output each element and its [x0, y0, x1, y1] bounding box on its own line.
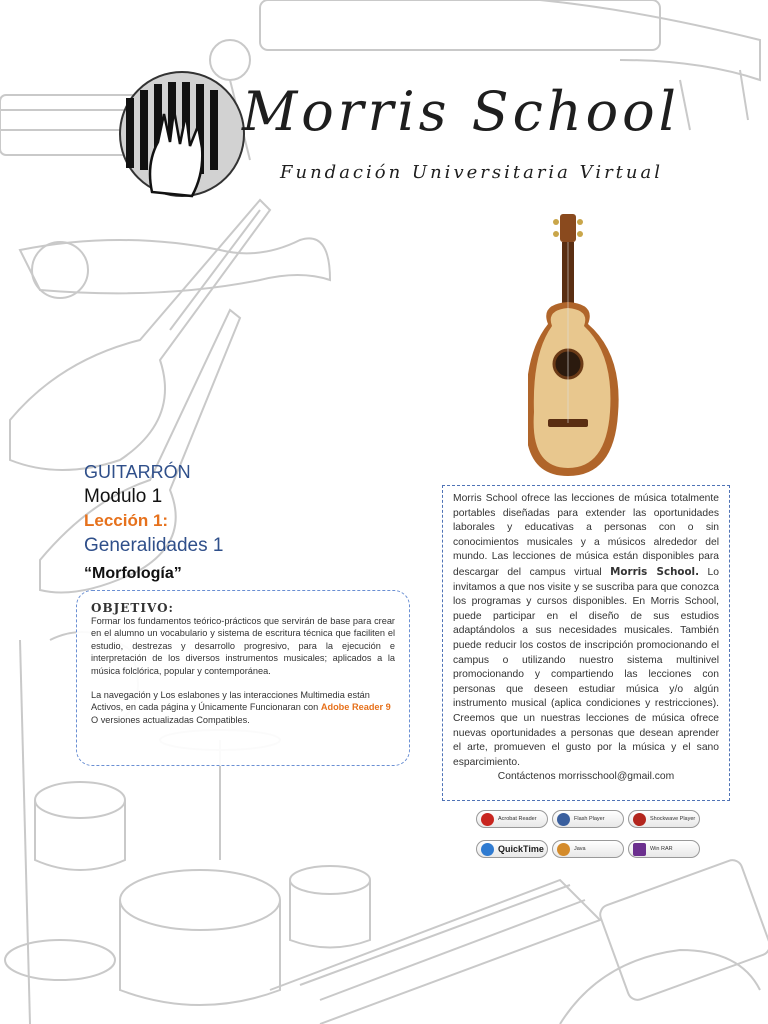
objective-heading: OBJETIVO:	[91, 601, 174, 615]
plugin-label: Shockwave Player	[650, 816, 696, 822]
info-school-name: Morris School.	[610, 565, 699, 578]
navigation-note-end: O versiones actualizadas Compatibles.	[91, 714, 250, 725]
objective-box	[76, 590, 410, 766]
info-text-part1: Morris School ofrece las lecciones de música totalmente portables diseñadas para extender las oportunidades laborales y educativas a personas con o sin conocimientos musicales y a músicos alrededor del mundo. Las lecciones de música están disponibles para descargar del campus virtual	[453, 493, 719, 578]
shockwave-player-button[interactable]	[628, 810, 700, 828]
contact-email[interactable]: Contáctenos morrisschool@gmail.com	[497, 771, 675, 783]
module-title: Modulo 1	[84, 486, 163, 507]
topic-title: Generalidades 1	[84, 535, 224, 556]
winrar-button[interactable]	[628, 840, 700, 858]
plugin-links	[472, 808, 702, 864]
plugin-label: Flash Player	[574, 816, 605, 822]
info-text-part2: Lo invitamos a que nos visite y se suscriba para que conozca los programas y cursos disponibles. En Morris School, puede participar en el diseño de sus estudios adaptándolos a sus necesidades musicales. También puede reducir los costos de inscripción promocionando el campus o utilizando nuestro sistema multinivel promocionando y compartiendo las lecciones con personas que deseen estudiar música y/o algún instrumento musical (aplica condiciones y restricciones). Creemos que un nuestras lecciones de música ofrece nuevas oportunidades a personas que desean aprender el arte, promueven el gusto por la música y el sano esparcimiento.	[453, 566, 719, 768]
java-icon	[557, 843, 570, 856]
quicktime-button[interactable]	[476, 840, 548, 858]
piano-hand-emblem-icon	[112, 64, 252, 204]
acrobat-reader-button[interactable]	[476, 810, 548, 828]
plugin-label: QuickTime	[498, 844, 544, 854]
morris-school-logo	[112, 58, 680, 208]
acrobat-icon	[481, 813, 494, 826]
lesson-header	[84, 460, 223, 586]
navigation-note-text: La navegación y Los eslabones y las interacciones Multimedia están Activos, en cada página y Únicamente Funcionaran con	[91, 690, 370, 713]
shockwave-icon	[633, 813, 646, 826]
navigation-note	[91, 689, 395, 726]
guitarron-image	[528, 214, 638, 482]
plugin-label: Java	[574, 846, 586, 852]
plugin-label: Acrobat Reader	[498, 816, 537, 822]
plugin-label: Win RAR	[650, 846, 673, 852]
quicktime-icon	[481, 843, 494, 856]
lesson-title: Lección 1:	[84, 511, 169, 530]
java-button[interactable]	[552, 840, 624, 858]
subtopic-title: “Morfología”	[84, 565, 182, 582]
course-title: GUITARRÓN	[84, 462, 191, 482]
flash-player-button[interactable]	[552, 810, 624, 828]
brand-name: Morris School	[242, 80, 680, 143]
objective-text: Formar los fundamentos teórico-prácticos que servirán de base para crear en el alumno un vocabulario y sistema de escritura técnica que faciliten el estudio, destrezas y desarrollo progresivo, para la ejecución e interpretación de los diversos instrumentos musicales; aplicados a la música folclórica, popular y contemporánea.	[91, 616, 395, 676]
brand-tagline: Fundación Universitaria Virtual	[280, 162, 663, 183]
adobe-reader-link[interactable]: Adobe Reader 9	[320, 702, 391, 713]
info-box	[442, 485, 730, 801]
flash-icon	[557, 813, 570, 826]
info-text	[453, 492, 719, 770]
winrar-icon	[633, 843, 646, 856]
